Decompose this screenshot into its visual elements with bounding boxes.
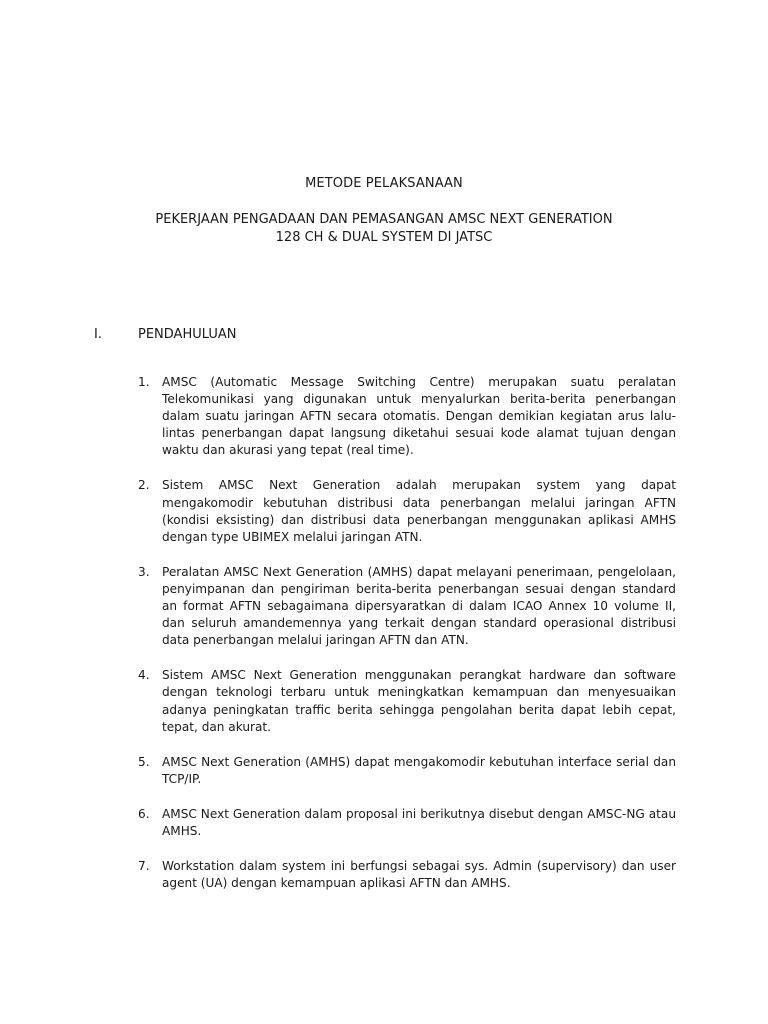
list-item-number: 4.	[138, 668, 150, 683]
list-item	[138, 667, 676, 735]
subtitle-line-1: PEKERJAAN PENGADAAN DAN PEMASANGAN AMSC NEXT GENERATION	[155, 212, 613, 227]
document-title: METODE PELAKSANAAN	[305, 176, 463, 191]
list-item-text: Peralatan AMSC Next Generation (AMHS) dapat melayani penerimaan, pengelolaan, penyimpanan dan pengiriman berita-berita penerbangan sesuai dengan standard an format AFTN sebagaimana dipersyaratkan di dalam ICAO Annex 10 volume II, dan seluruh amandemennya yang terkait dengan standard operasional distribusi data penerbangan melalui jaringan AFTN dan ATN.	[162, 564, 676, 648]
list-item-text: AMSC (Automatic Message Switching Centre) merupakan suatu peralatan Telekomunikasi yang digunakan untuk menyalurkan berita-berita penerbangan dalam suatu jaringan AFTN secara otomatis. Dengan demikian kegiatan arus lalu-lintas penerbangan dapat langsung diketahui sesuai kode alamat tujuan dengan waktu dan akurasi yang tepat (real time).	[162, 375, 676, 458]
list-item	[138, 754, 676, 788]
list-item-number: 1.	[138, 375, 150, 389]
list-item-text: AMSC Next Generation (AMHS) dapat mengakomodir kebutuhan interface serial dan TCP/IP.	[162, 754, 676, 786]
list-item-text: Sistem AMSC Next Generation adalah merupakan system yang dapat mengakomodir kebutuhan distribusi data penerbangan melalui jaringan AFTN (kondisi eksisting) dan distribusi data penerbangan menggunakan aplikasi AMHS dengan type UBIMEX melalui jaringan ATN.	[162, 478, 676, 544]
list-item	[138, 858, 676, 892]
document-subtitle	[40, 211, 728, 247]
list-item-number: 7.	[138, 859, 150, 874]
list-item-number: 2.	[138, 478, 150, 493]
list-item-number: 3.	[138, 564, 150, 579]
list-item-text: Workstation dalam system ini berfungsi sebagai sys. Admin (supervisory) dan user agent (UA) dengan kemampuan aplikasi AFTN dan AMHS.	[162, 859, 676, 891]
list-item	[138, 374, 676, 459]
list-item-number: 5.	[138, 754, 150, 769]
list-item-text: AMSC Next Generation dalam proposal ini berikutnya disebut dengan AMSC-NG atau AMHS.	[162, 806, 676, 838]
list-item	[138, 564, 676, 649]
numbered-list	[138, 374, 676, 910]
section-number: I.	[94, 327, 102, 342]
list-item	[138, 806, 676, 840]
list-item-number: 6.	[138, 806, 150, 821]
subtitle-line-2: 128 CH & DUAL SYSTEM DI JATSC	[275, 230, 493, 245]
list-item-text: Sistem AMSC Next Generation menggunakan perangkat hardware dan software dengan teknologi terbaru untuk meningkatkan kemampuan dan menyesuaikan adanya peningkatan traffic berita sehingga pengolahan berita dapat lebih cepat, tepat, dan akurat.	[162, 668, 676, 734]
section-title: PENDAHULUAN	[138, 327, 237, 342]
list-item	[138, 477, 676, 545]
